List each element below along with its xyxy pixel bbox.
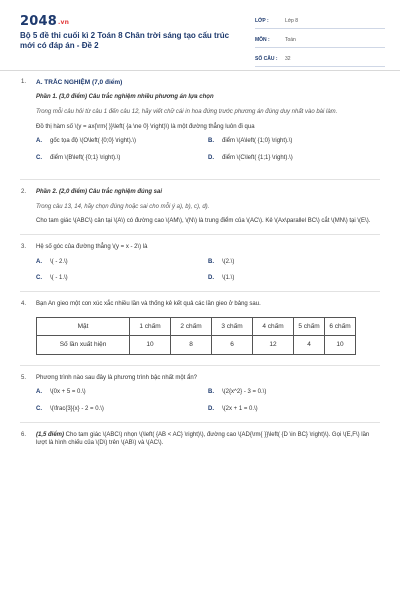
question-text: Đồ thị hàm số \(y = ax{\rm{ }}\left( {a \ne 0} \right)\) là một đường thẳng luôn đi qua (36, 123, 255, 130)
options (36, 388, 380, 421)
option-letter: C. (36, 155, 42, 162)
option-letter: C. (36, 405, 42, 412)
meta-value: 32 (285, 55, 291, 62)
divider (20, 179, 380, 180)
meta-row-subject (255, 32, 385, 48)
option-text: \(0x + 5 = 0.\) (50, 389, 86, 396)
frequency-table (36, 317, 356, 355)
option-letter: B. (208, 258, 214, 265)
table-cell: Số lần xuất hiện (37, 336, 130, 354)
option-text: \(2x + 1 = 0.\) (222, 405, 258, 412)
question-number: 1. (21, 79, 27, 85)
option-letter: C. (36, 275, 42, 282)
table-cell: 10 (130, 336, 171, 354)
option-text: \(\frac{3}{x} - 2 = 0.\) (50, 405, 104, 412)
table-cell: 6 (212, 336, 253, 354)
option-letter: D. (208, 405, 214, 412)
table-cell: 8 (171, 336, 212, 354)
option-text: \(1.\) (222, 275, 235, 282)
divider (20, 422, 380, 423)
option-d[interactable] (208, 405, 380, 414)
option-c[interactable] (36, 154, 208, 163)
table-row (37, 336, 356, 354)
options (36, 258, 380, 291)
table-cell: 1 chấm (130, 317, 171, 335)
part-text: Phần 2. (2,0 điểm) Câu trắc nghiệm đúng sai (36, 188, 163, 195)
meta-label: LỚP : (255, 17, 269, 24)
question-points: (1,5 điểm) (36, 431, 65, 438)
option-b[interactable] (208, 388, 380, 397)
question-body: Cho tam giác \(ABC\) nhọn \(\left( {AB < AC} \right)\), đường cao \(AD{\rm{ }}\left( {D \in BC} \right)\). Gọi \(E,F\) lần lượt là hình chiếu của \(D\) trên \(AB\) và \(AC\). (36, 431, 370, 447)
divider (20, 234, 380, 235)
table-cell: 2 chấm (171, 317, 212, 335)
table-header-row (37, 317, 356, 335)
question-6 (0, 431, 400, 448)
table-cell: 4 (294, 336, 325, 354)
options (36, 137, 380, 170)
instruction: Trong câu 13, 14, hãy chọn đúng hoặc sai cho mỗi ý a), b), c), d). (36, 203, 210, 210)
question-number: 6. (21, 431, 27, 438)
option-text: điểm \(A\left( {1;0} \right).\) (222, 138, 293, 145)
option-text: \( - 2.\) (50, 258, 68, 265)
document-title: Bộ 5 đề thi cuối kì 2 Toán 8 Chân trời sáng tạo cấu trúc mới có đáp án - Đề 2 (20, 31, 230, 51)
question-text: Cho tam giác \(ABC\) cân tại \(A\) có đường cao \(AM\), \(N\) là trung điểm của \(AC\). Kẻ \(Ax\parallel BC\) cắt \(MN\) tại \(E\). (36, 218, 371, 225)
question-text: Hệ số góc của đường thẳng \(y = x - 2\) là (36, 243, 148, 250)
question-4 (0, 300, 400, 355)
option-letter: D. (208, 275, 214, 282)
meta-panel (255, 13, 385, 70)
logo-text: 2048 (20, 14, 57, 29)
table-cell: 3 chấm (212, 317, 253, 335)
divider (20, 291, 380, 292)
meta-row-question-count (255, 51, 385, 67)
question-number: 4. (21, 300, 27, 307)
option-c[interactable] (36, 274, 208, 283)
section-title: A. TRẮC NGHIỆM (7,0 điểm) (36, 79, 123, 86)
meta-value: Lớp 8 (285, 17, 299, 24)
meta-row-class (255, 13, 385, 29)
option-text: \(2.\) (222, 258, 235, 265)
option-letter: A. (36, 258, 42, 265)
instruction: Trong mỗi câu hỏi từ câu 1 đến câu 12, hãy viết chữ cái in hoa đứng trước phương án đúng duy nhất vào bài làm. (36, 109, 338, 116)
table-cell: 5 chấm (294, 317, 325, 335)
question-text: Phương trình nào sau đây là phương trình bậc nhất một ẩn? (36, 374, 198, 381)
option-letter: B. (208, 389, 214, 396)
option-letter: A. (36, 389, 42, 396)
part-heading (36, 188, 380, 197)
option-c[interactable] (36, 405, 208, 414)
option-a[interactable] (36, 137, 208, 146)
option-text: gốc tọa độ \(O\left( {0;0} \right).\) (50, 138, 137, 145)
table-cell: 12 (253, 336, 294, 354)
option-text: điểm \(C\left( {1;1} \right).\) (222, 155, 293, 162)
table-cell: 6 chấm (325, 317, 356, 335)
option-b[interactable] (208, 258, 380, 267)
divider (20, 365, 380, 366)
logo-suffix: .vn (57, 19, 70, 26)
option-text: \(2{x^2} - 3 = 0.\) (222, 389, 267, 396)
option-text: điểm \(B\left( {0;1} \right).\) (50, 155, 121, 162)
table-cell: 4 chấm (253, 317, 294, 335)
option-letter: B. (208, 138, 214, 145)
option-letter: A. (36, 138, 42, 145)
question-number: 2. (21, 188, 27, 195)
option-letter: D. (208, 155, 214, 162)
meta-value: Toán (285, 36, 296, 43)
question-number: 5. (21, 374, 27, 381)
part-heading (36, 93, 380, 102)
question-text (36, 431, 380, 448)
meta-label: MÔN : (255, 36, 270, 43)
option-a[interactable] (36, 388, 208, 397)
option-b[interactable] (208, 137, 380, 146)
question-text: Bạn An gieo một con xúc xắc nhiều lần và thống kê kết quả các lần gieo ở bảng sau. (36, 300, 261, 307)
meta-label: SỐ CÂU : (255, 55, 278, 62)
table-cell: Mặt (37, 317, 130, 335)
header (0, 0, 400, 71)
question-2 (0, 188, 400, 226)
question-number: 3. (21, 243, 27, 250)
option-a[interactable] (36, 258, 208, 267)
option-d[interactable] (208, 274, 380, 283)
question-1 (0, 78, 400, 171)
option-text: \( - 1.\) (50, 275, 68, 282)
part-text: Phần 1. (3,0 điểm) Câu trắc nghiệm nhiều phương án lựa chọn (36, 94, 214, 101)
site-logo[interactable] (20, 14, 69, 29)
question-5 (0, 374, 400, 422)
table-cell: 10 (325, 336, 356, 354)
question-3 (0, 243, 400, 291)
question-list (0, 78, 400, 448)
option-d[interactable] (208, 154, 380, 163)
